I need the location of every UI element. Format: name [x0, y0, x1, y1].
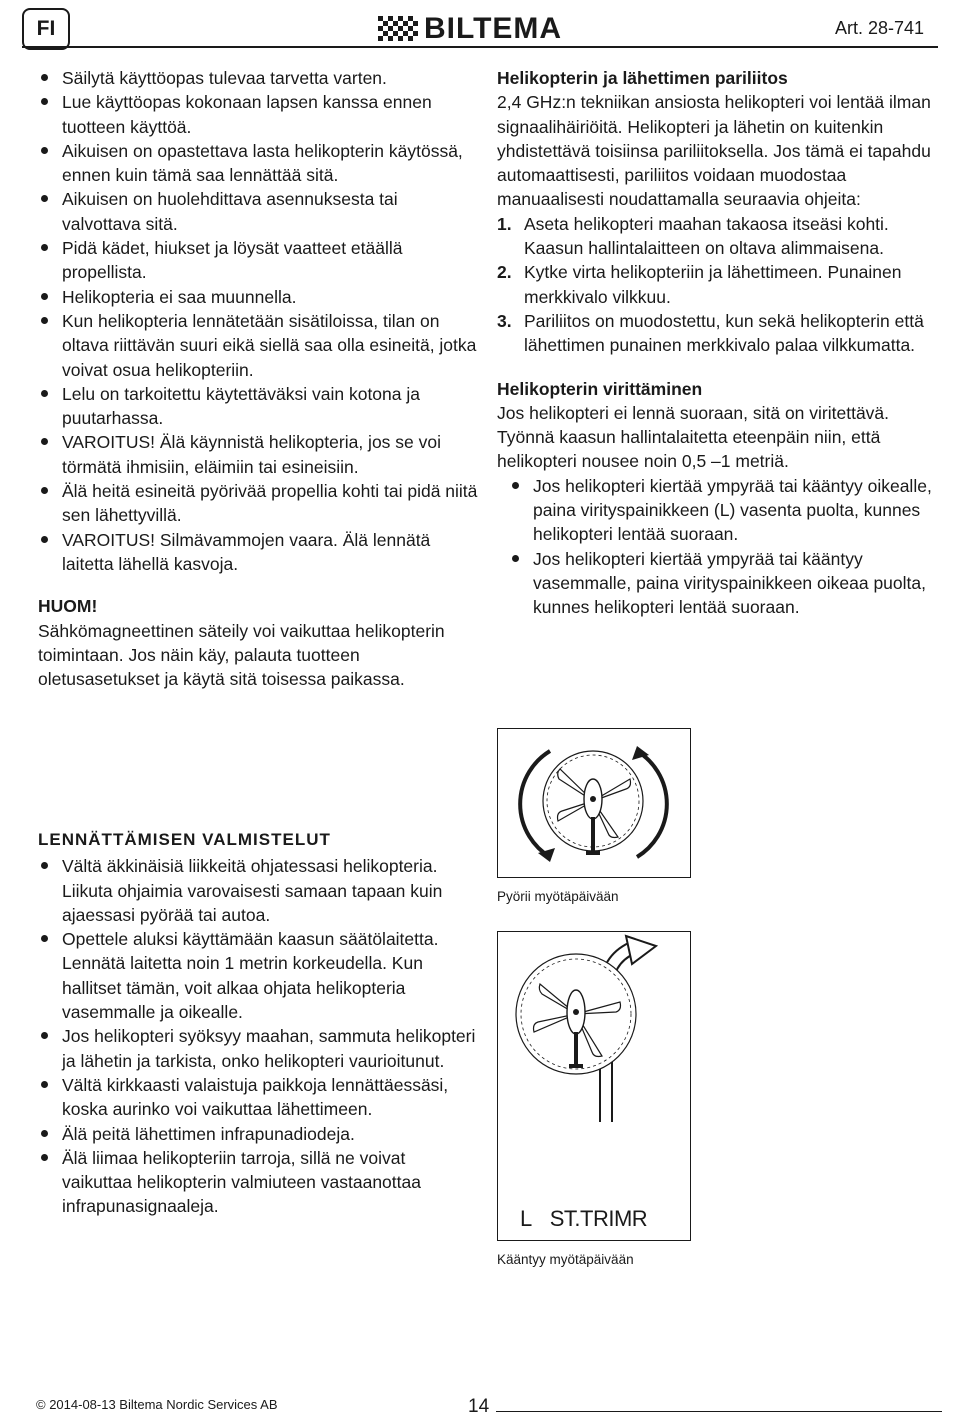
turn-arrowhead: [626, 936, 656, 964]
trim-list: [497, 474, 942, 620]
prep-list: [38, 854, 478, 1218]
list-item: Säilytä käyttöopas tulevaa tarvetta varten.: [38, 66, 478, 90]
list-item: VAROITUS! Silmävammojen vaara. Älä lennätä laitetta lähellä kasvoja.: [38, 528, 478, 577]
list-item: Jos helikopteri syöksyy maahan, sammuta helikopteri ja lähetin ja tarkista, onko helikopteri vaurioitunut.: [38, 1024, 478, 1073]
note-text: Sähkömagneettinen säteily voi vaikuttaa helikopterin toimintaan. Jos näin käy, palauta tuotteen oletusasetukset ja käytä sitä toisessa paikassa.: [38, 620, 445, 690]
list-item: Lelu on tarkoitettu käytettäväksi vain kotona ja puutarhassa.: [38, 382, 478, 431]
figure-caption: Kääntyy myötäpäivään: [497, 1252, 634, 1267]
step-text: Kytke virta helikopteriin ja lähettimeen. Punainen merkkivalo vilkkuu.: [524, 262, 902, 307]
list-item: Lue käyttöopas kokonaan lapsen kanssa ennen tuotteen käyttöä.: [38, 90, 478, 139]
header-divider: [22, 46, 938, 48]
list-item: Jos helikopteri kiertää ympyrää tai kääntyy oikealle, paina virityspainikkeen (L) vasenta puolta, kunnes helikopteri lentää suoraan.: [497, 474, 942, 547]
step-text: Pariliitos on muodostettu, kun sekä helikopterin että lähettimen punainen merkkivalo palaa vilkkumatta.: [524, 310, 924, 356]
trim-st-label: ST.TRIMR: [549, 1206, 648, 1231]
figure-rotating: [497, 728, 691, 878]
list-item: Helikopteria ei saa muunnella.: [38, 285, 478, 309]
language-badge: FI: [22, 8, 70, 50]
helicopter-rotation-illustration: [498, 729, 689, 876]
list-item: [497, 309, 942, 358]
note-heading: HUOM!: [38, 596, 98, 617]
brand-name: BILTEMA: [424, 12, 563, 45]
trim-l-label: L: [520, 1206, 532, 1231]
footer-divider: [496, 1411, 942, 1412]
list-item: Aikuisen on huolehdittava asennuksesta tai valvottava sitä.: [38, 187, 478, 236]
step-text: Aseta helikopteri maahan takaosa itseäsi kohti. Kaasun hallintalaitteen on oltava alimmaisena.: [524, 213, 889, 259]
figure-caption: Pyörii myötäpäivään: [497, 889, 619, 904]
list-item: Aikuisen on opastettava lasta helikopterin käytössä, ennen kuin tämä saa lennättää sitä.: [38, 139, 478, 188]
list-item: Opettele aluksi käyttämään kaasun säätölaitetta. Lennätä laitetta noin 1 metrin korkeudella. Kun hallitset tämän, voit alkaa ohjata helikopteria vasemmalle ja oikealle.: [38, 927, 478, 1024]
list-item: Vältä kirkkaasti valaistuja paikkoja lennättäessäsi, koska aurinko voi vaikuttaa lähettimeen.: [38, 1073, 478, 1122]
prep-section: [38, 828, 478, 1219]
pairing-steps: [497, 212, 942, 358]
list-item: Älä heitä esineitä pyörivää propellia kohti tai pidä niitä sen lähettyvillä.: [38, 479, 478, 528]
list-item: VAROITUS! Älä käynnistä helikopteria, jos se voi törmätä ihmisiin, eläimiin tai esineisiin.: [38, 430, 478, 479]
list-item: [497, 260, 942, 309]
pairing-intro: 2,4 GHz:n tekniikan ansiosta helikopteri voi lentää ilman signaalihäiriöitä. Helikopteri ja lähetin on kuitenkin yhdistettävä toisiinsa pariliitoksella. Jos tämä ei tapahdu automaattisesti, pariliitos voidaan muodostaa manuaalisesti noudattamalla seuraavia ohjeita:: [497, 92, 931, 210]
step-number: 2.: [497, 262, 512, 283]
instructions-column: [497, 66, 942, 620]
helicopter-turn-illustration: [498, 932, 689, 1192]
list-item: Pidä kädet, hiukset ja löysät vaatteet etäällä propellista.: [38, 236, 478, 285]
brand-logo: [378, 12, 563, 45]
right-arc-arrow: [637, 751, 667, 857]
trim-intro: Jos helikopteri ei lennä suoraan, sitä on viritettävä. Työnnä kaasun hallintalaitetta eteenpäin niin, että helikopteri nousee noin 0,5 –1 metriä.: [497, 402, 890, 472]
step-number: 3.: [497, 310, 512, 331]
prep-heading: LENNÄTTÄMISEN VALMISTELUT: [38, 830, 331, 849]
list-item: Älä peitä lähettimen infrapunadiodeja.: [38, 1122, 478, 1146]
figure-turning: [497, 931, 691, 1241]
copyright: © 2014-08-13 Biltema Nordic Services AB: [36, 1397, 278, 1412]
pairing-heading: Helikopterin ja lähettimen pariliitos: [497, 68, 788, 88]
left-arc-arrow: [520, 751, 550, 857]
safety-list: [38, 66, 478, 576]
safety-section: [38, 66, 478, 691]
step-number: 1.: [497, 213, 512, 234]
list-item: Kun helikopteria lennätetään sisätiloissa, tilan on oltava riittävän suuri eikä siellä saa olla esineitä, jotka voivat osua helikopteriin.: [38, 309, 478, 382]
list-item: [497, 212, 942, 261]
checker-flag-icon: [378, 16, 418, 42]
trim-button-label: [520, 1206, 665, 1232]
list-item: Vältä äkkinäisiä liikkeitä ohjatessasi helikopteria. Liikuta ohjaimia varovaisesti samaan tapaan kuin ajaessasi pyörää tai autoa.: [38, 854, 478, 927]
list-item: Jos helikopteri kiertää ympyrää tai kääntyy vasemmalle, paina virityspainikkeen oikeaa puolta, kunnes helikopteri lentää suoraan.: [497, 547, 942, 620]
trim-heading: Helikopterin virittäminen: [497, 378, 703, 399]
page-number: 14: [468, 1396, 490, 1417]
list-item: Älä liimaa helikopteriin tarroja, sillä ne voivat vaikuttaa helikopterin valmiuteen vastaanottaa infrapunasignaaleja.: [38, 1146, 478, 1219]
article-number: Art. 28-741: [834, 18, 924, 38]
